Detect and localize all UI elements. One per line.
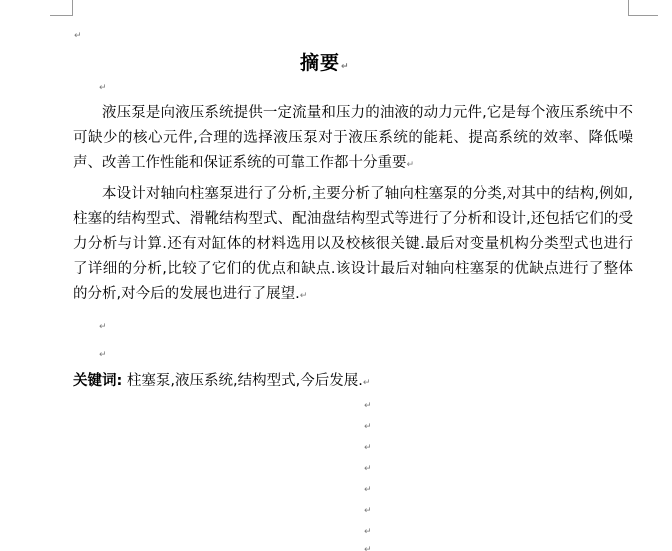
paragraph-mark: ↵ [364, 527, 372, 537]
paragraph-text: 液压泵是向液压系统提供一定流量和压力的油液的动力元件,它是每个液压系统中不可缺少的核心元件,合理的选择液压泵对于液压系统的能耗、提高系统的效率、降低噪声、改善工作性能和保证系统的可靠工作都十分重要 [73, 105, 633, 171]
abstract-paragraph-2[interactable] [73, 182, 633, 307]
keywords-line[interactable] [73, 369, 633, 394]
title-text: 摘要 [300, 52, 341, 74]
paragraph-mark: ↵ [364, 443, 372, 453]
paragraph-mark: ↵ [364, 545, 372, 551]
paragraph-mark: ↵ [362, 378, 371, 388]
paragraph-mark: ↵ [364, 422, 372, 432]
paragraph-mark: ↵ [74, 31, 82, 41]
crop-mark-top-left-horizontal [50, 15, 72, 16]
paragraph-mark: ↵ [364, 464, 372, 474]
paragraph-mark: ↵ [406, 160, 415, 170]
crop-mark-top-left-vertical [72, 0, 73, 16]
paragraph-mark: ↵ [341, 62, 350, 72]
keywords-label: 关键词: [73, 373, 123, 389]
paragraph-mark: ↵ [299, 291, 308, 301]
paragraph-mark: ↵ [364, 506, 372, 516]
paragraph-mark: ↵ [364, 485, 372, 495]
paragraph-text: 本设计对轴向柱塞泵进行了分析,主要分析了轴向柱塞泵的分类,对其中的结构,例如,柱塞的结构型式、滑靴结构型式、配油盘结构型式等进行了分析和设计,还包括它们的受力分析与计算.还有对缸体的材料选用以及校核很关键.最后对变量机构分类型式也进行了详细的分析,比较了它们的优点和缺点.该设计最后对轴向柱塞泵的优缺点进行了整体的分析,对今后的发展也进行了展望. [73, 186, 633, 302]
crop-mark-top-right-vertical [628, 0, 629, 16]
abstract-paragraph-1[interactable] [73, 101, 633, 176]
keywords-text: 柱塞泵,液压系统,结构型式,今后发展. [122, 373, 363, 389]
paragraph-mark: ↵ [99, 350, 107, 360]
paragraph-mark: ↵ [364, 401, 372, 411]
page-title[interactable] [300, 48, 410, 75]
paragraph-mark: ↵ [99, 322, 107, 332]
paragraph-mark: ↵ [99, 83, 107, 93]
crop-mark-top-right-horizontal [628, 15, 658, 16]
